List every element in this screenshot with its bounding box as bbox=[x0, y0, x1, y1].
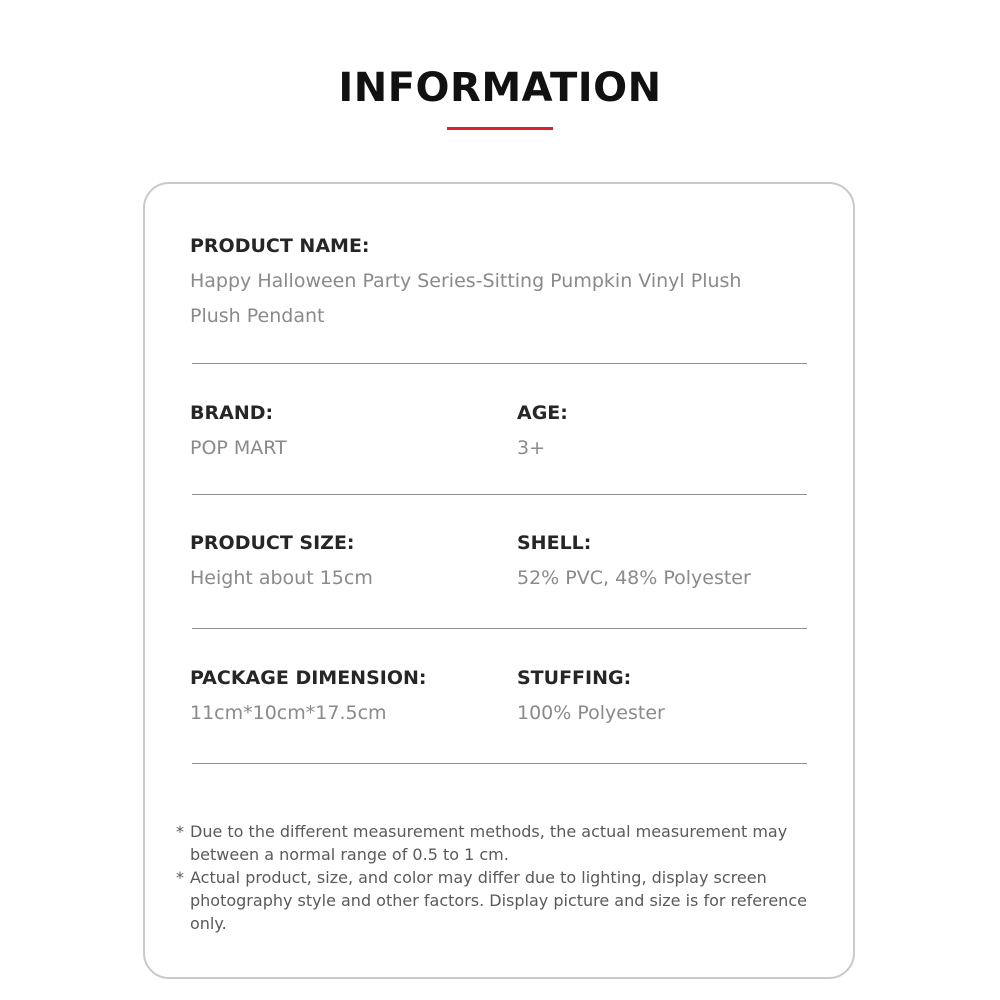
divider bbox=[192, 363, 807, 364]
disclaimer-note bbox=[176, 866, 816, 935]
asterisk-marker: * bbox=[176, 822, 184, 841]
disclaimer-note-text: Due to the different measurement methods, the actual measurement may between a normal range of 0.5 to 1 cm. bbox=[190, 822, 788, 864]
package-dimension-value: 11cm*10cm*17.5cm bbox=[190, 702, 387, 724]
package-dimension-label: PACKAGE DIMENSION: bbox=[190, 667, 427, 689]
brand-value: POP MART bbox=[190, 437, 287, 459]
divider bbox=[192, 628, 807, 629]
product-name-value-line2: Plush Pendant bbox=[190, 305, 325, 327]
disclaimer-notes bbox=[176, 820, 816, 935]
disclaimer-note bbox=[176, 820, 816, 866]
disclaimer-note-text: Actual product, size, and color may differ due to lighting, display screen photography style and other factors. Display picture and size is for reference only. bbox=[190, 868, 807, 933]
shell-value: 52% PVC, 48% Polyester bbox=[517, 567, 751, 589]
divider bbox=[192, 763, 807, 764]
asterisk-marker: * bbox=[176, 868, 184, 887]
title-underline bbox=[447, 127, 553, 130]
divider bbox=[192, 494, 807, 495]
stuffing-label: STUFFING: bbox=[517, 667, 632, 689]
product-name-label: PRODUCT NAME: bbox=[190, 235, 370, 257]
age-value: 3+ bbox=[517, 437, 546, 459]
shell-label: SHELL: bbox=[517, 532, 592, 554]
product-size-label: PRODUCT SIZE: bbox=[190, 532, 355, 554]
product-size-value: Height about 15cm bbox=[190, 567, 373, 589]
product-name-value-line1: Happy Halloween Party Series-Sitting Pumpkin Vinyl Plush bbox=[190, 270, 742, 292]
stuffing-value: 100% Polyester bbox=[517, 702, 665, 724]
brand-label: BRAND: bbox=[190, 402, 274, 424]
page-title: INFORMATION bbox=[338, 65, 662, 111]
age-label: AGE: bbox=[517, 402, 568, 424]
